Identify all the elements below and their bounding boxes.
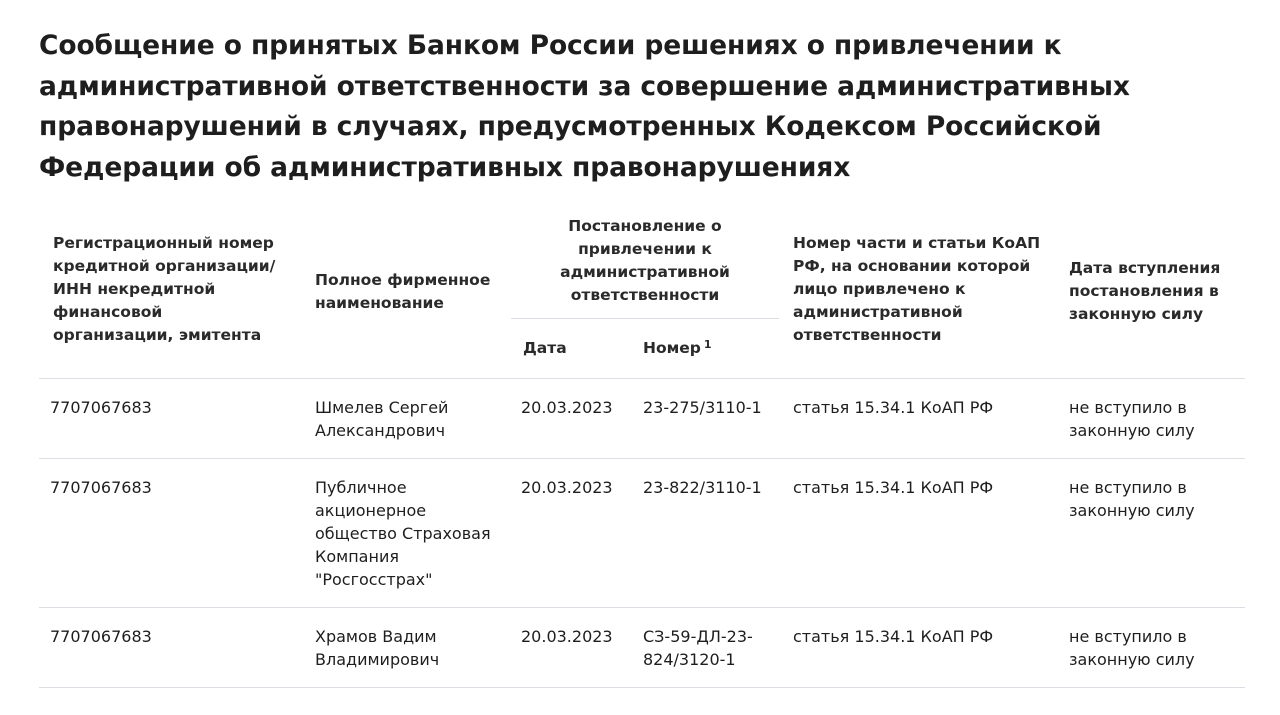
sanctions-table-container xyxy=(39,205,1245,688)
sanctions-table xyxy=(39,205,1245,688)
table-header xyxy=(39,205,1245,379)
cell-full-name: Шмелев Сергей Александрович xyxy=(315,398,449,440)
cell-date: 20.03.2023 xyxy=(521,478,613,497)
cell-full-name: Публичное акционерное общество Страховая Компания "Росгосстрах" xyxy=(315,478,491,589)
cell-full-name: Храмов Вадим Владимирович xyxy=(315,627,440,669)
cell-reg-number: 7707067683 xyxy=(50,398,152,417)
header-number xyxy=(635,319,779,379)
cell-article: статья 15.34.1 КоАП РФ xyxy=(793,478,994,497)
table-body xyxy=(39,379,1245,688)
header-effective-date: Дата вступления постановления в законную силу xyxy=(1069,259,1221,323)
header-row xyxy=(39,205,1245,319)
cell-article: статья 15.34.1 КоАП РФ xyxy=(793,627,994,646)
footnote-marker[interactable]: 1 xyxy=(703,337,712,351)
cell-date: 20.03.2023 xyxy=(521,627,613,646)
cell-reg-number: 7707067683 xyxy=(50,478,152,497)
cell-effective-date: не вступило в законную силу xyxy=(1069,627,1195,669)
header-reg-number: Регистрационный номер кредитной организации/ ИНН некредитной финансовой организации, эмитента xyxy=(53,234,276,344)
cell-article: статья 15.34.1 КоАП РФ xyxy=(793,398,994,417)
table-row xyxy=(39,459,1245,608)
cell-number: СЗ-59-ДЛ-23-824/3120-1 xyxy=(643,627,753,669)
header-number-label: Номер xyxy=(643,338,701,357)
table-row xyxy=(39,379,1245,459)
header-article: Номер части и статьи КоАП РФ, на основании которой лицо привлечено к административной ответственности xyxy=(793,234,1041,344)
header-full-name: Полное фирменное наименование xyxy=(315,270,491,312)
cell-effective-date: не вступило в законную силу xyxy=(1069,398,1195,440)
header-resolution: Постановление о привлечении к административной ответственности xyxy=(560,217,730,304)
header-date: Дата xyxy=(511,319,635,379)
cell-number: 23-822/3110-1 xyxy=(643,478,762,497)
cell-reg-number: 7707067683 xyxy=(50,627,152,646)
cell-number: 23-275/3110-1 xyxy=(643,398,762,417)
table-row xyxy=(39,608,1245,688)
cell-date: 20.03.2023 xyxy=(521,398,613,417)
cell-effective-date: не вступило в законную силу xyxy=(1069,478,1195,520)
page-title: Сообщение о принятых Банком России решениях о привлечении к административной ответственности за совершение административных правонарушений в случаях, предусмотренных Кодексом Российской Федерации об административных правонарушениях xyxy=(39,30,1130,183)
